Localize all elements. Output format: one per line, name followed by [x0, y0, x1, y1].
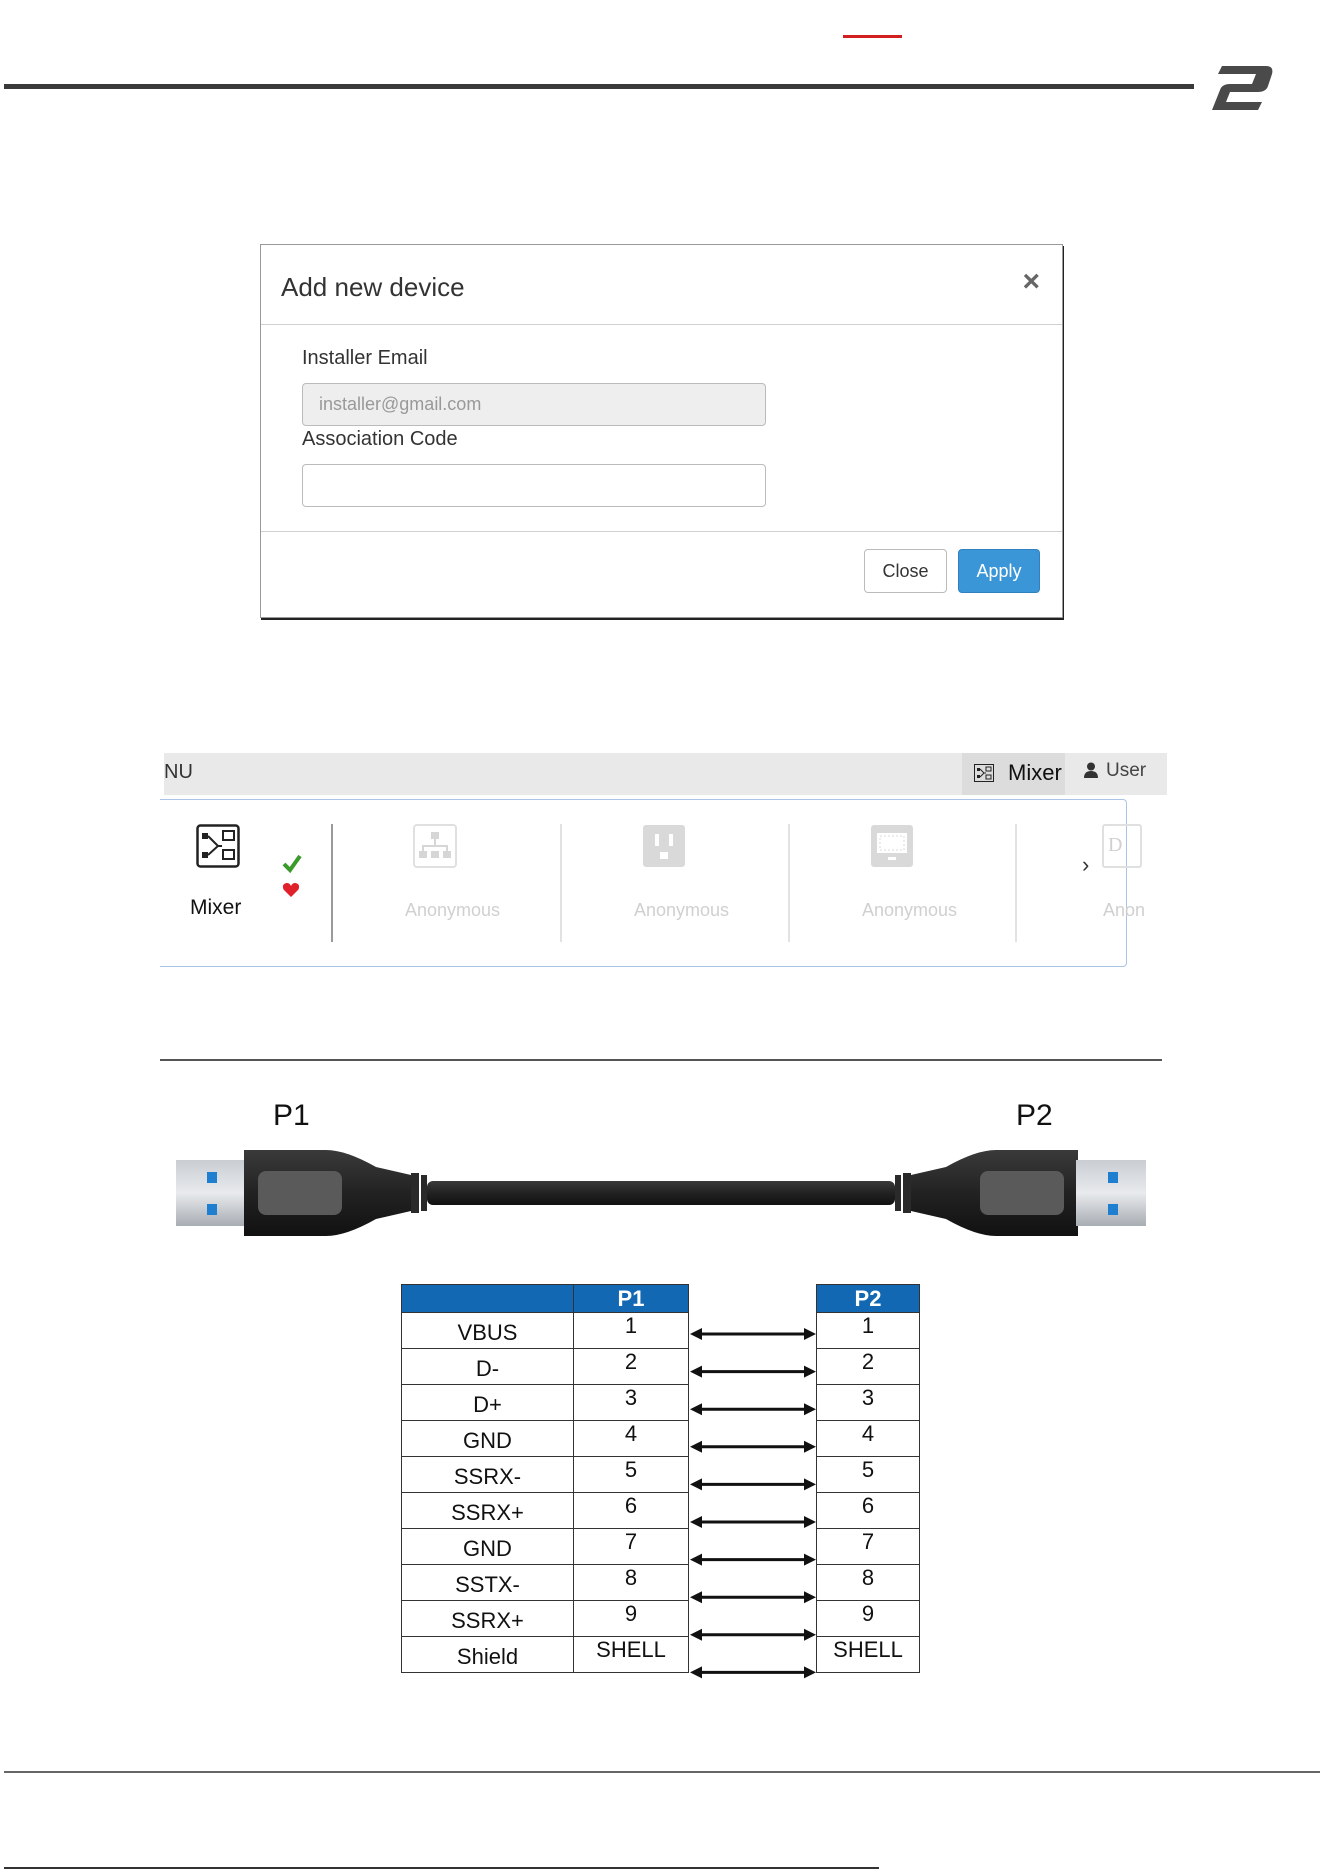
- header-rule: [4, 84, 1194, 89]
- signal-name-cell: SSTX-: [402, 1565, 574, 1601]
- pinout-row: [402, 1637, 689, 1673]
- apply-button[interactable]: Apply: [958, 549, 1040, 593]
- pinout-blank-header: [402, 1285, 574, 1313]
- brand-logo-icon: [1204, 62, 1276, 112]
- pin-arrow: [690, 1366, 816, 1378]
- signal-name-cell: SSRX+: [402, 1493, 574, 1529]
- p1-pin-cell: 4: [574, 1421, 689, 1457]
- dialog-title: Add new device: [281, 272, 465, 302]
- pinout-row: [817, 1421, 920, 1457]
- device-card-anonymous-2[interactable]: [562, 824, 787, 942]
- p2-pin-cell: 3: [817, 1385, 920, 1421]
- signal-name-cell: GND: [402, 1421, 574, 1457]
- dialog-header: [261, 245, 1062, 325]
- pin-arrow: [690, 1403, 816, 1415]
- device-card-anonymous-1[interactable]: [333, 824, 558, 942]
- device-card-anonymous-4[interactable]: [1017, 824, 1146, 942]
- association-code-label: Association Code: [302, 428, 458, 450]
- pinout-row: [817, 1457, 920, 1493]
- pinout-row: [817, 1529, 920, 1565]
- installer-email-field: [302, 383, 766, 426]
- footer-rule-bottom: [4, 1867, 879, 1869]
- device-label-4: Anon: [1103, 900, 1146, 920]
- p2-pin-cell: 5: [817, 1457, 920, 1493]
- pinout-p1-header: P1: [574, 1285, 689, 1313]
- cable-right-label: P2: [1016, 1099, 1053, 1132]
- p2-pin-cell: 1: [817, 1313, 920, 1349]
- association-code-field[interactable]: [302, 464, 766, 507]
- status-heart-icon: [282, 882, 300, 898]
- p2-pin-cell: 6: [817, 1493, 920, 1529]
- display-device-icon: [870, 824, 914, 868]
- p2-pin-cell: 4: [817, 1421, 920, 1457]
- pin-arrow: [690, 1554, 816, 1566]
- network-device-icon: [413, 824, 457, 868]
- p1-pin-cell: 9: [574, 1601, 689, 1637]
- pinout-p2-header: P2: [817, 1285, 920, 1313]
- close-button[interactable]: Close: [864, 549, 947, 593]
- pinout-row: [402, 1385, 689, 1421]
- user-icon: [1084, 762, 1098, 778]
- mixer-device-label: Mixer: [190, 896, 242, 919]
- pinout-row: [817, 1637, 920, 1673]
- p1-pin-cell: 2: [574, 1349, 689, 1385]
- device-label-3: Anonymous: [862, 900, 958, 920]
- p1-pin-cell: SHELL: [574, 1637, 689, 1673]
- signal-name-cell: D+: [402, 1385, 574, 1421]
- p2-pin-cell: SHELL: [817, 1637, 920, 1673]
- pinout-row: [402, 1313, 689, 1349]
- device-card-anonymous-3[interactable]: [790, 824, 1015, 942]
- p2-pin-cell: 2: [817, 1349, 920, 1385]
- pin-arrow: [690, 1478, 816, 1490]
- mixer-tab[interactable]: [962, 753, 1065, 795]
- pinout-row: [817, 1313, 920, 1349]
- pinout-row: [402, 1457, 689, 1493]
- p1-pin-cell: 5: [574, 1457, 689, 1493]
- pin-arrow: [690, 1441, 816, 1453]
- device-label-1: Anonymous: [405, 900, 501, 920]
- usb-cable-illustration: [176, 1145, 1146, 1250]
- p2-pin-cell: 7: [817, 1529, 920, 1565]
- next-chevron-icon[interactable]: ›: [1082, 852, 1090, 877]
- pinout-row: [402, 1601, 689, 1637]
- pinout-row: [817, 1493, 920, 1529]
- device-label-2: Anonymous: [634, 900, 730, 920]
- p2-pin-cell: 9: [817, 1601, 920, 1637]
- pinout-table-p2: [816, 1284, 920, 1673]
- p1-pin-cell: 3: [574, 1385, 689, 1421]
- pin-arrow: [690, 1328, 816, 1340]
- pin-connection-arrows: [688, 1312, 818, 1690]
- menu-label[interactable]: NU: [164, 761, 193, 783]
- add-device-dialog: [260, 244, 1063, 618]
- pin-arrow: [690, 1629, 816, 1641]
- partial-device-icon: D: [1102, 824, 1142, 868]
- p2-pin-cell: 8: [817, 1565, 920, 1601]
- outlet-device-icon: [642, 824, 686, 868]
- mixer-icon: [974, 764, 994, 782]
- pin-arrow: [690, 1516, 816, 1528]
- signal-name-cell: SSRX-: [402, 1457, 574, 1493]
- signal-name-cell: Shield: [402, 1637, 574, 1673]
- installer-email-label: Installer Email: [302, 347, 428, 369]
- mixer-active-underline: [843, 35, 902, 38]
- p1-pin-cell: 8: [574, 1565, 689, 1601]
- pinout-row: [402, 1565, 689, 1601]
- pinout-row: [402, 1529, 689, 1565]
- pinout-table-p1: [401, 1284, 689, 1673]
- p1-pin-cell: 7: [574, 1529, 689, 1565]
- signal-name-cell: GND: [402, 1529, 574, 1565]
- mixer-tab-label: Mixer: [1008, 760, 1062, 785]
- signal-name-cell: SSRX+: [402, 1601, 574, 1637]
- p1-pin-cell: 1: [574, 1313, 689, 1349]
- cable-left-label: P1: [273, 1099, 310, 1132]
- pin-arrow: [690, 1666, 816, 1678]
- pinout-row: [817, 1601, 920, 1637]
- pinout-row: [402, 1349, 689, 1385]
- device-card-mixer[interactable]: [160, 824, 330, 942]
- footer-rule: [4, 1771, 1320, 1773]
- signal-name-cell: D-: [402, 1349, 574, 1385]
- signal-name-cell: VBUS: [402, 1313, 574, 1349]
- dialog-body: [261, 325, 1062, 532]
- pinout-row: [817, 1349, 920, 1385]
- user-tab-label: User: [1106, 760, 1147, 781]
- status-check-icon: [282, 854, 302, 872]
- pin-arrow: [690, 1591, 816, 1603]
- menu-bar: [164, 753, 1167, 795]
- device-strip: [160, 799, 1146, 967]
- cable-section-rule: [160, 1059, 1162, 1061]
- mixer-device-icon: [196, 824, 240, 868]
- pinout-row: [402, 1421, 689, 1457]
- dialog-close-icon[interactable]: ×: [1022, 265, 1040, 298]
- pinout-row: [402, 1493, 689, 1529]
- p1-pin-cell: 6: [574, 1493, 689, 1529]
- user-tab[interactable]: [1084, 760, 1146, 782]
- pinout-row: [817, 1565, 920, 1601]
- pinout-row: [817, 1385, 920, 1421]
